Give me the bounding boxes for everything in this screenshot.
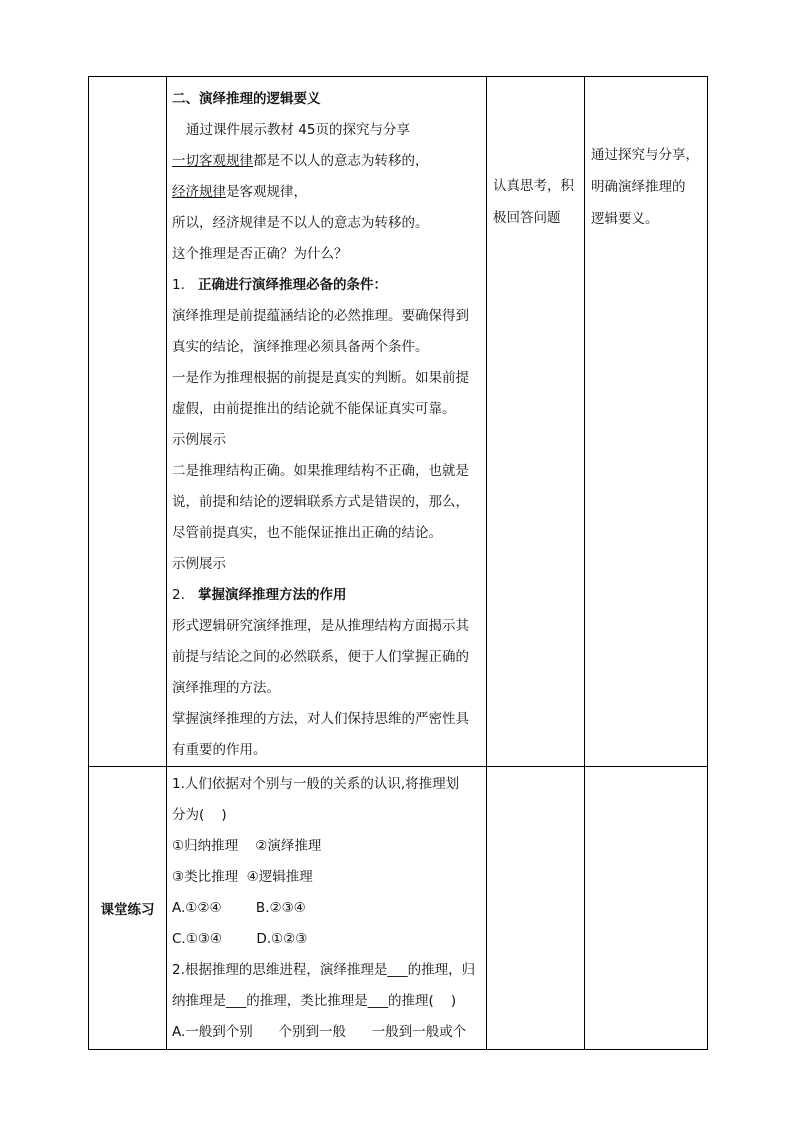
content-line: 通过课件展示教材 45页的探究与分享: [186, 122, 410, 138]
content-line: 尽管前提真实，也不能保证推出正确的结论。: [172, 525, 442, 541]
line-text: 都是不以人的意志为转移的，: [253, 153, 429, 169]
practice-line: 分为( ): [172, 807, 227, 823]
teaching-content-cell: [167, 77, 487, 767]
content-line: 有重要的作用。: [172, 742, 267, 758]
content-line: 这个推理是否正确？为什么？: [172, 246, 348, 262]
design-intent-line: 通过探究与分享，: [591, 147, 699, 163]
practice-line: 纳推理是___的推理，类比推理是___的推理( ): [172, 993, 457, 1009]
content-line: 所以，经济规律是不以人的意志为转移的。: [172, 215, 429, 231]
content-line: [172, 270, 481, 301]
student-activity-line: 极回答问题: [493, 210, 561, 226]
practice-line: A.一般到个别 个别到一般 一般到一般或个: [172, 1024, 467, 1040]
practice-line: ③类比推理 ④逻辑推理: [172, 869, 313, 885]
practice-line: ①归纳推理 ②演绎推理: [172, 838, 322, 854]
content-line: 虚假，由前提推出的结论就不能保证真实可靠。: [172, 401, 456, 417]
content-line: 二是推理结构正确。如果推理结构不正确，也就是: [172, 463, 469, 479]
lesson-plan-table: [88, 76, 708, 1050]
content-line: 一是作为推理根据的前提是真实的判断。如果前提: [172, 370, 469, 386]
practice-content-cell: [167, 767, 487, 1050]
practice-line: 2.根据推理的思维进程，演绎推理是___的推理，归: [172, 962, 476, 978]
practice-intent-cell-empty: [585, 767, 708, 1050]
content-line: 二、演绎推理的逻辑要义: [172, 91, 321, 107]
content-line: 前提与结论之间的必然联系，便于人们掌握正确的: [172, 649, 469, 665]
table-row: [89, 767, 708, 1050]
content-line: [172, 146, 481, 177]
content-line: [172, 177, 481, 208]
practice-activity-cell-empty: [487, 767, 585, 1050]
underlined-term: 经济规律: [172, 184, 226, 200]
content-line: 示例展示: [172, 432, 226, 448]
content-line: 演绎推理的方法。: [172, 680, 280, 696]
content-line: 说，前提和结论的逻辑联系方式是错误的，那么，: [172, 494, 469, 510]
design-intent-cell: [585, 77, 708, 767]
table-row: [89, 77, 708, 767]
practice-label: 课堂练习: [89, 767, 167, 1050]
student-activity-line: 认真思考，积: [493, 178, 574, 194]
line-text: 是客观规律，: [226, 184, 307, 200]
content-line: 真实的结论，演绎推理必须具备两个条件。: [172, 339, 429, 355]
teaching-content: [167, 77, 486, 766]
content-line: 形式逻辑研究演绎推理，是从推理结构方面揭示其: [172, 618, 469, 634]
section-heading: 正确进行演绎推理必备的条件：: [198, 277, 387, 293]
content-line: [172, 580, 481, 611]
content-line: 掌握演绎推理的方法，对人们保持思维的严密性具: [172, 711, 469, 727]
design-intent: [585, 77, 707, 235]
student-activity: [487, 77, 584, 234]
design-intent-line: 明确演绎推理的: [591, 179, 686, 195]
design-intent-line: 逻辑要义。: [591, 211, 659, 227]
row-label-cell-empty: [89, 77, 167, 767]
practice-line: A.①②④ B.②③④: [172, 900, 306, 916]
content-line: 示例展示: [172, 556, 226, 572]
practice-questions: [167, 769, 486, 1048]
list-number: 2.: [172, 587, 185, 603]
list-number: 1.: [172, 277, 185, 293]
student-activity-cell: [487, 77, 585, 767]
underlined-term: 一切客观规律: [172, 153, 253, 169]
section-heading: 掌握演绎推理方法的作用: [198, 587, 347, 603]
practice-line: 1.人们依据对个别与一般的关系的认识,将推理划: [172, 776, 460, 792]
content-line: 演绎推理是前提蕴涵结论的必然推理。要确保得到: [172, 308, 469, 324]
practice-line: C.①③④ D.①②③: [172, 931, 308, 947]
